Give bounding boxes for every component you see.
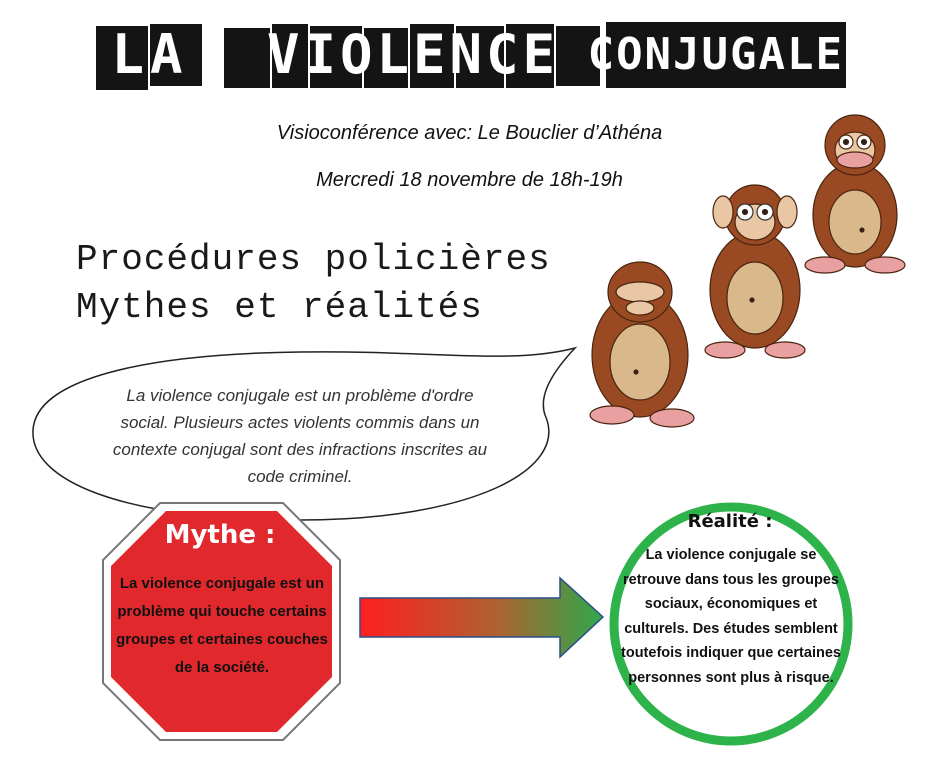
monkey-speak-no-evil: [805, 115, 905, 273]
monkey-hear-no-evil: [705, 185, 805, 358]
reality-title: Réalité :: [687, 511, 773, 532]
monkey-see-no-evil: [590, 262, 694, 427]
myth-title: Mythe :: [164, 520, 276, 550]
title-word-violence: VIOLENCE: [266, 23, 560, 86]
topic-line-2: Mythes et réalités: [76, 287, 483, 328]
title-word-conjugale-text: CONJUGALE: [587, 29, 844, 80]
event-host: Visioconférence avec: Le Bouclier d’Athéna: [276, 122, 663, 144]
topic-line-1: Procédures policières: [76, 239, 551, 280]
myth-text: La violence conjugale est un problème qui touche certains groupes et certaines couches de la société.: [116, 575, 328, 676]
title-word-la: LA: [111, 23, 189, 86]
reality-text: La violence conjugale se retrouve dans tous les groupes sociaux, économiques et culturels. Des études semblent toutefois indiquer que certaines personnes sont plus à risque.: [621, 547, 841, 686]
bubble-text: La violence conjugale est un problème d'ordre social. Plusieurs actes violents commis dans un contexte conjugal sont des infractions inscrites au code criminel.: [112, 386, 488, 486]
event-date: Mercredi 18 novembre de 18h-19h: [316, 169, 623, 191]
